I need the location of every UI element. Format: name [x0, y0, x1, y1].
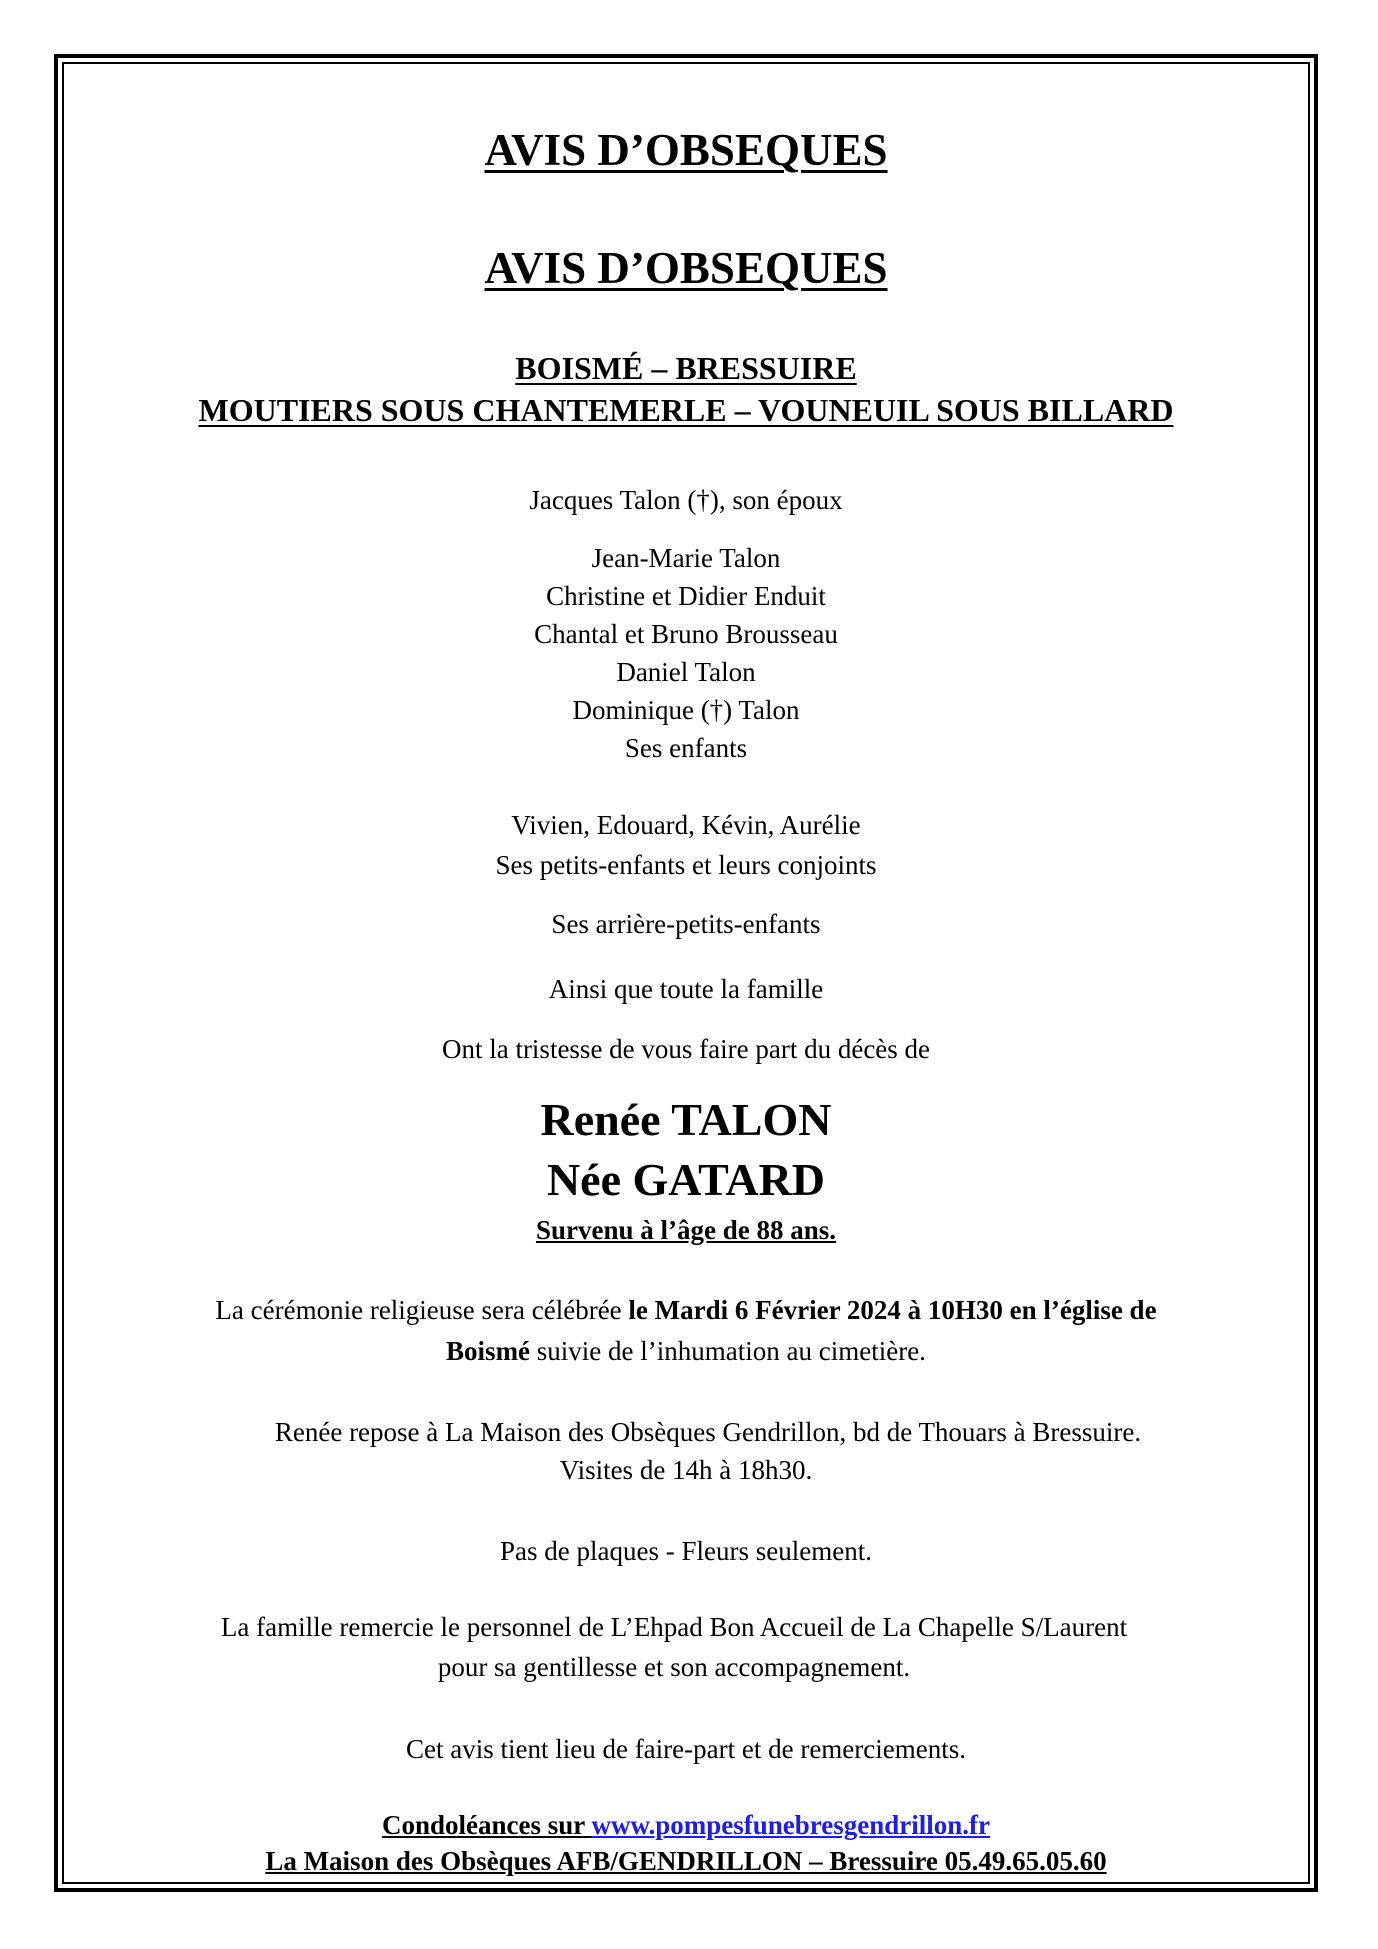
grandchildren-label: Ses petits-enfants et leurs conjoints: [495, 850, 877, 880]
children-list: [62, 539, 1310, 767]
ceremony-line-2: [62, 1332, 1310, 1370]
website-link[interactable]: www.pompesfunebresgendrillon.fr: [591, 1810, 991, 1840]
flowers-line: Pas de plaques - Fleurs seulement.: [500, 1536, 872, 1566]
child-4: Daniel Talon: [616, 657, 756, 687]
announcement-line: Ont la tristesse de vous faire part du décès de: [441, 1034, 931, 1064]
grandchildren-names: Vivien, Edouard, Kévin, Aurélie: [511, 810, 861, 840]
child-1: Jean-Marie Talon: [591, 543, 781, 573]
condolences-label: Condoléances sur: [381, 1810, 592, 1840]
ceremony-church: Boismé: [446, 1336, 531, 1366]
age-line: Survenu à l’âge de 88 ans.: [535, 1215, 837, 1245]
places-line-1: BOISMÉ – BRESSUIRE: [515, 350, 857, 386]
ceremony-date-place: le Mardi 6 Février 2024 à 10H30 en l’église de: [628, 1295, 1157, 1325]
spouse-line: Jacques Talon (†), son époux: [529, 485, 843, 515]
repose-line: Renée repose à La Maison des Obsèques Gendrillon, bd de Thouars à Bressuire.: [274, 1417, 1142, 1447]
title-2: AVIS D’OBSEQUES: [484, 243, 888, 293]
ceremony-line-1: [62, 1291, 1310, 1329]
condolences-line: [62, 1807, 1310, 1843]
ceremony-prefix: La cérémonie religieuse sera célébrée: [215, 1295, 629, 1325]
ceremony-suffix: suivie de l’inhumation au cimetière.: [530, 1336, 926, 1366]
company-line: La Maison des Obsèques AFB/GENDRILLON – Bressuire 05.49.65.05.60: [265, 1846, 1107, 1876]
family-line: Ainsi que toute la famille: [548, 974, 824, 1004]
deceased-name: Renée TALON: [540, 1094, 832, 1145]
child-2: Christine et Didier Enduit: [546, 581, 826, 611]
child-5: Dominique (†) Talon: [572, 695, 800, 725]
visits-line: Visites de 14h à 18h30.: [559, 1455, 813, 1485]
great-grandchildren: Ses arrière-petits-enfants: [551, 909, 821, 939]
thanks-line-2: pour sa gentillesse et son accompagnement.: [437, 1652, 911, 1682]
thanks-line-1: La famille remercie le personnel de L’Ehpad Bon Accueil de La Chapelle S/Laurent: [220, 1612, 1128, 1642]
maiden-name: Née GATARD: [546, 1154, 826, 1205]
children-label: Ses enfants: [624, 733, 748, 763]
notice-line: Cet avis tient lieu de faire-part et de remerciements.: [406, 1734, 966, 1764]
title-1: AVIS D’OBSEQUES: [484, 125, 888, 175]
places-line-2: MOUTIERS SOUS CHANTEMERLE – VOUNEUIL SOUS BILLARD: [198, 392, 1174, 428]
child-3: Chantal et Bruno Brousseau: [534, 619, 838, 649]
